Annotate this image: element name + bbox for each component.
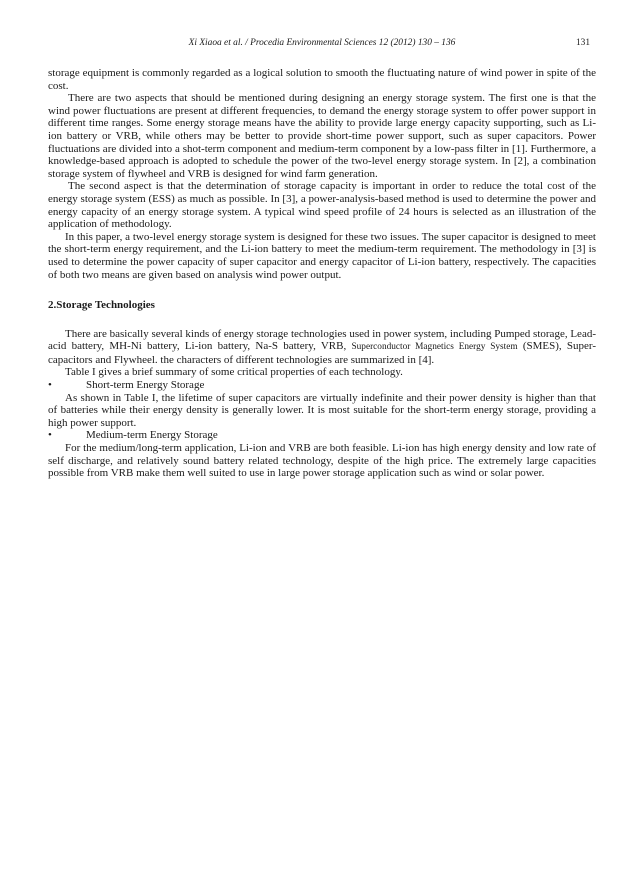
body-text (48, 67, 596, 480)
bullet-medium-term-label: Medium-term Energy Storage (86, 429, 218, 442)
bullet-short-term-label: Short-term Energy Storage (86, 379, 205, 392)
technologies-text-1: There are basically several kinds of energy storage technologies used in power system, including Pumped storage, Lead-acid battery, MH-Ni battery, Li-ion battery, Na-S battery, VRB, (48, 327, 596, 353)
page-number: 131 (575, 38, 590, 48)
section-heading: 2.Storage Technologies (48, 299, 155, 312)
paragraph-two-aspects: There are two aspects that should be mentioned during designing an energy storage system. The first one is that the wind power fluctuations are present at different frequencies, to demand the energy storage system to offer power support in different time ranges. Some energy storage means have the ability to provide large energy capacity supporting, such as Li-ion battery or VRB, while others may be better to provide short-time power support, such as super capacitors. Power fluctuations are divided into a shot-term component and medium-term component by a low-pass filter in [1]. Furthermore, a knowledge-based approach is adopted to schedule the power of the two-level energy storage system. In [2], a combination storage system of flywheel and VRB is designed for wind farm generation. (48, 92, 596, 180)
paragraph-medium-term: For the medium/long-term application, Li-ion and VRB are both feasible. Li-ion has high energy density and low rate of self discharge, and relatively sound battery related technology, despite of the high price. The extremely large capacities possible from VRB make them well suited to use in large power storage application such as wind or solar power. (48, 442, 596, 480)
paragraph-technologies (48, 328, 596, 367)
paragraph-table-summary: Table I gives a brief summary of some critical properties of each technology. (65, 366, 403, 379)
bullet-icon: • (48, 429, 52, 442)
paragraph-second-aspect: The second aspect is that the determination of storage capacity is important in order to reduce the total cost of the energy storage system (ESS) as much as possible. In [3], a power-analysis-based method is used to determine the power and energy capacity of an energy storage system. A typical wind speed profile of 24 hours is selected as an illustration of the application of methodology. (48, 180, 596, 231)
running-header: Xi Xiaoa et al. / Procedia Environmental Sciences 12 (2012) 130 – 136 (188, 38, 456, 48)
paragraph-continuation: storage equipment is commonly regarded as a logical solution to smooth the fluctuating nature of wind power in spite of the cost. (48, 67, 596, 92)
paragraph-this-paper: In this paper, a two-level energy storage system is designed for these two issues. The super capacitor is designed to meet the short-term energy requirement, and the Li-ion battery to meet the medium-term requirement. The methodology in [3] is used to determine the power capacity of super capacitor and energy capacitor of Li-ion battery, respectively. The capacities of both two means are given based on analysis wind power output. (48, 230, 596, 281)
smes-label: Superconductor Magnetics Energy System (351, 342, 518, 353)
bullet-short-term (48, 379, 596, 392)
bullet-medium-term (48, 429, 596, 442)
bullet-icon: • (48, 379, 52, 392)
paragraph-short-term: As shown in Table I, the lifetime of super capacitors are virtually indefinite and their power density is higher than that of batteries while their energy density is generally lower. It is most suitable for the short-term energy storage, providing a high power support. (48, 391, 596, 429)
technologies-text-2: (SMES), Super-capacitors and Flywheel. the characters of different technologies are summarized in [4]. (48, 340, 597, 366)
